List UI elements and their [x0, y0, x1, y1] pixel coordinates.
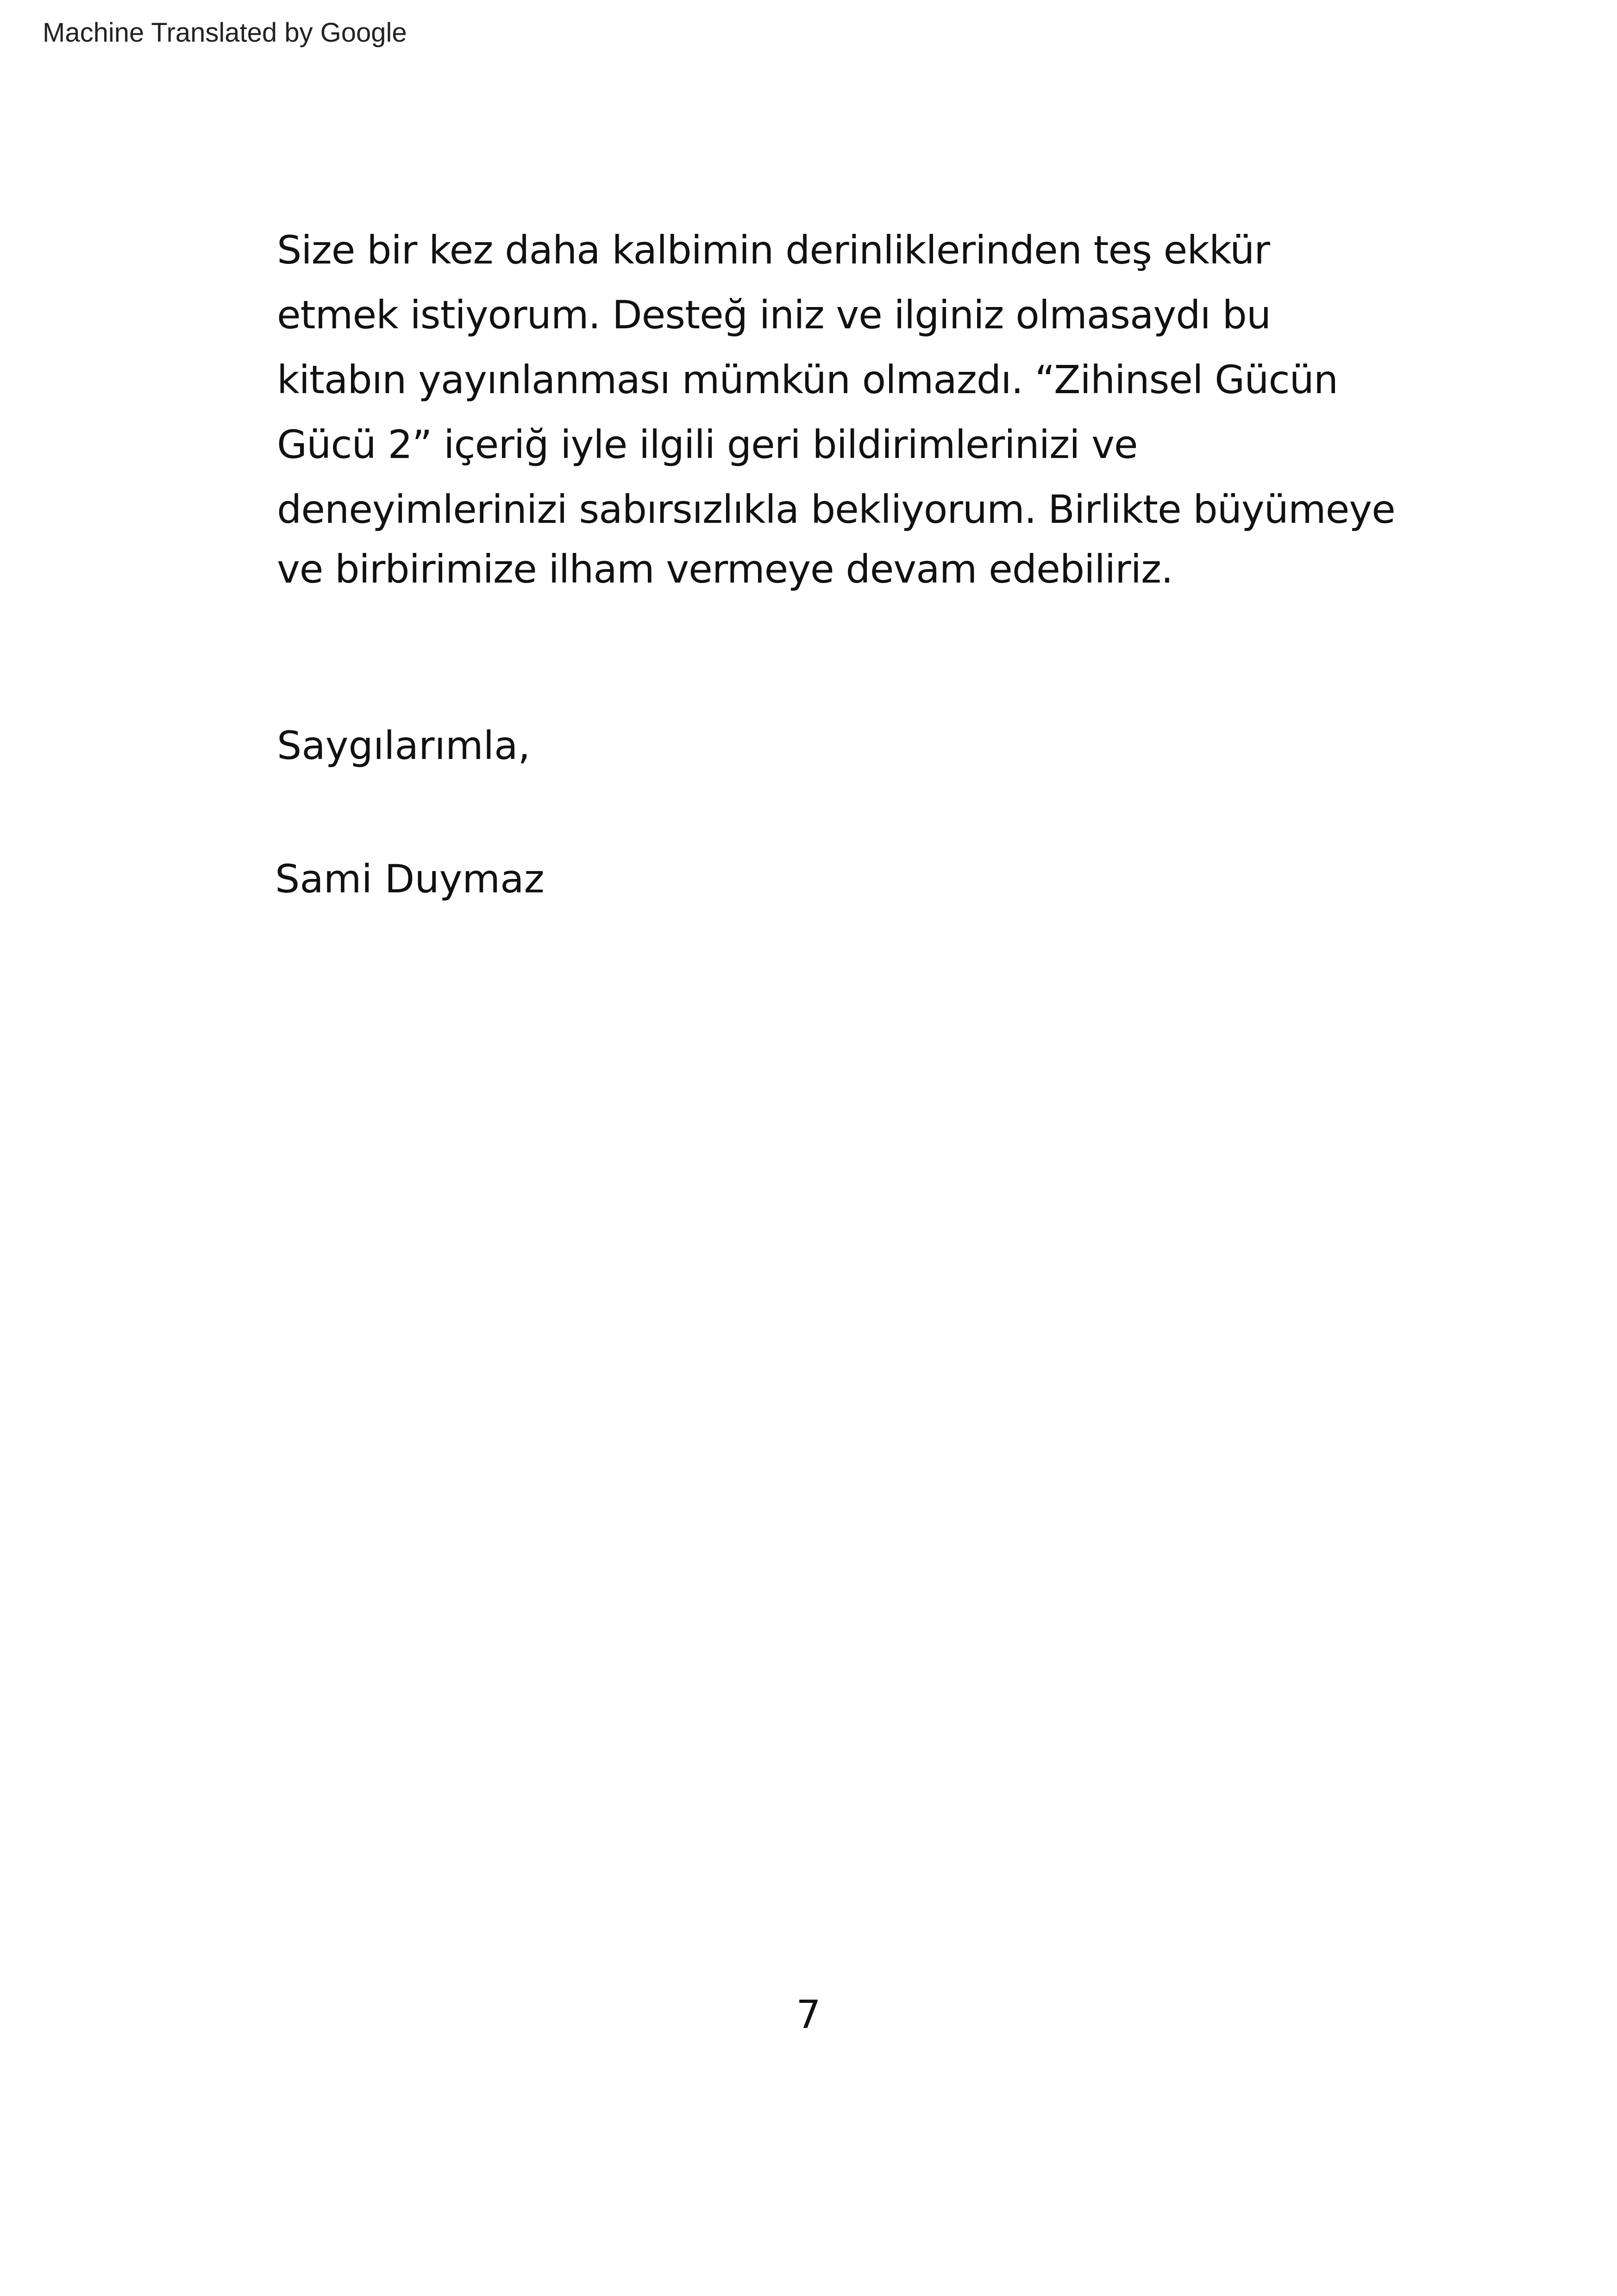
paragraph-line: kitabın yayınlanması mümkün olmazdı. “Zihinsel Gücün [277, 357, 1338, 402]
paragraph-line: Gücü 2” içeriğ iyle ilgili geri bildirimlerinizi ve [277, 422, 1138, 467]
paragraph-line: Size bir kez daha kalbimin derinliklerinden teş ekkür [277, 227, 1270, 273]
paragraph [277, 218, 1398, 596]
document-body [277, 218, 1398, 907]
paragraph-line: ve birbirimize ilham vermeye devam edebiliriz. [277, 546, 1173, 592]
author-signature: Sami Duymaz [275, 856, 545, 902]
paragraph-line: deneyimlerinizi sabırsızlıkla bekliyorum. Birlikte büyümeye [277, 487, 1395, 532]
paragraph-line: etmek istiyorum. Desteğ iniz ve ilginiz olmasaydı bu [277, 292, 1271, 338]
page-number: 7 [796, 1992, 821, 2037]
machine-translation-banner: Machine Translated by Google [43, 18, 407, 48]
closing-salutation: Saygılarımla, [277, 723, 531, 768]
